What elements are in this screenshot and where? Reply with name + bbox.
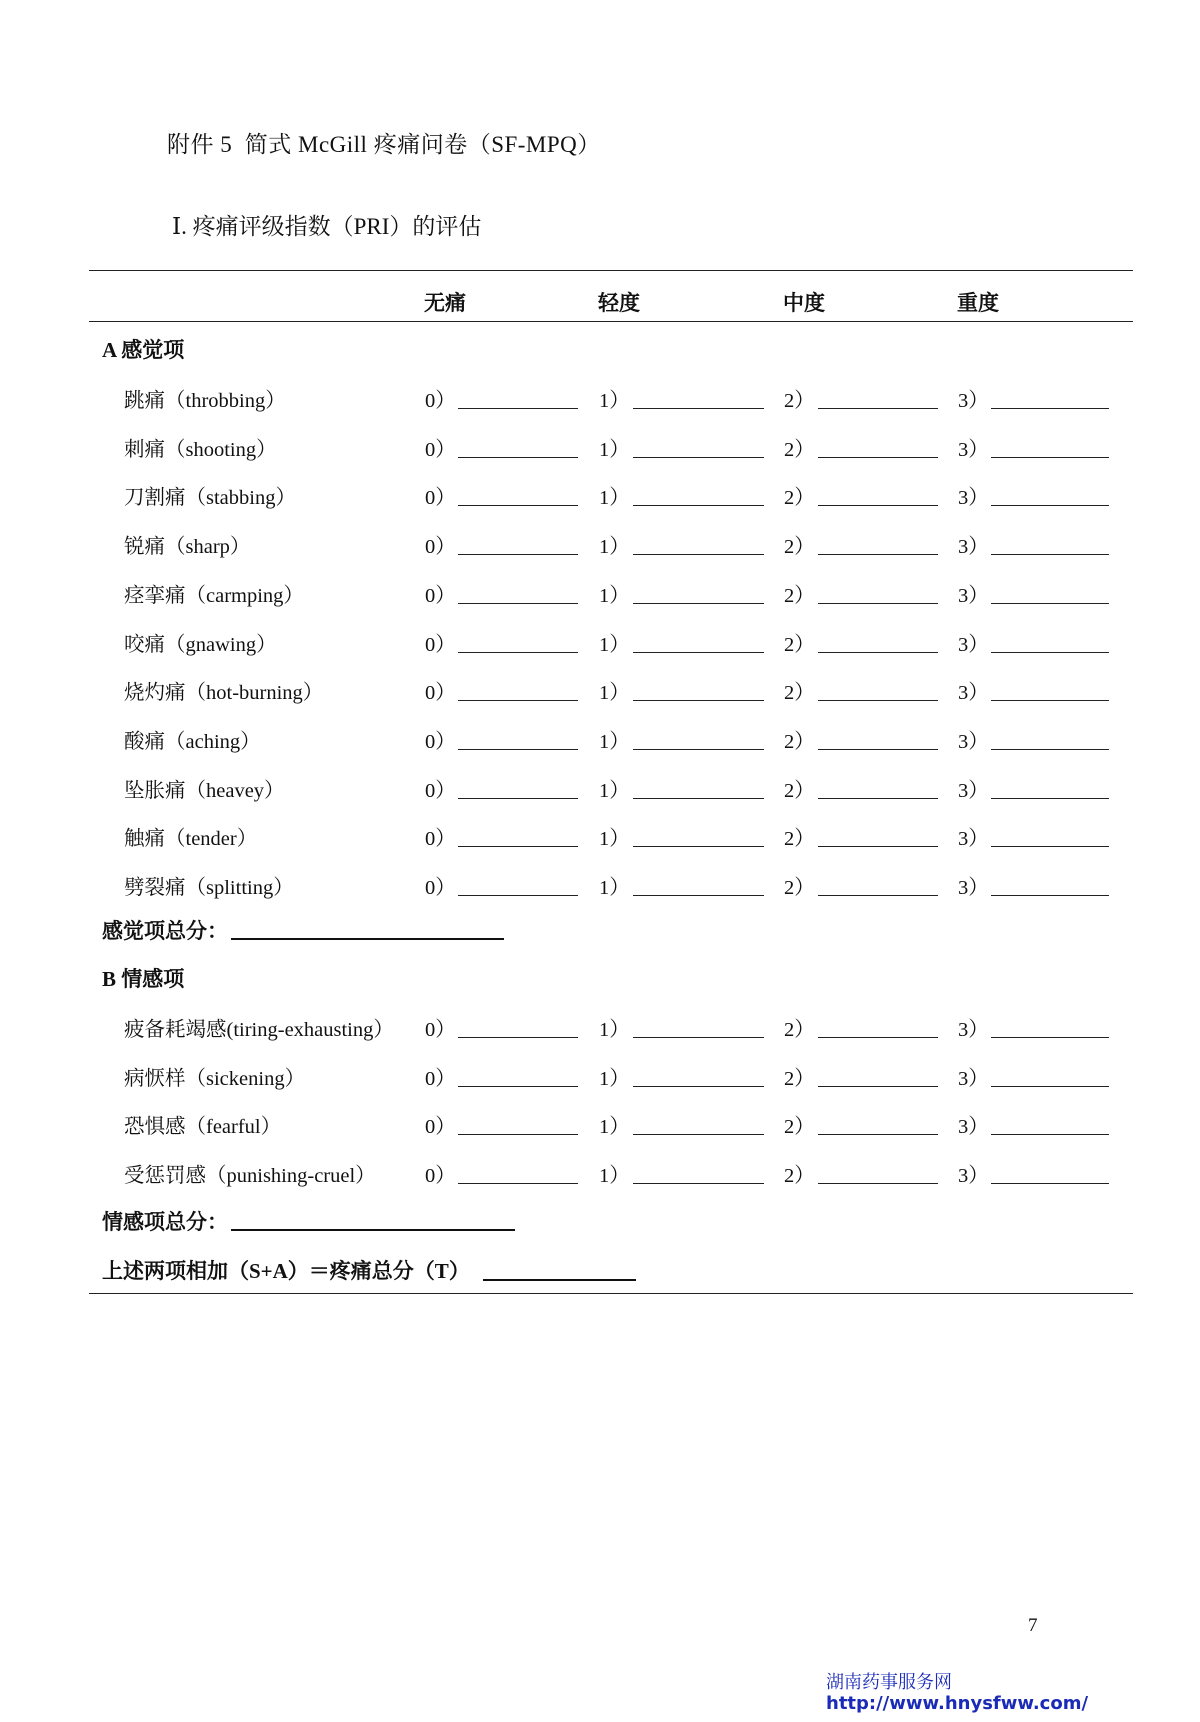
score-option-label: 0） [425,438,456,461]
score-option-label: 2） [784,487,815,510]
score-blank-field[interactable] [991,457,1109,458]
table-row [0,724,1200,754]
score-option-label: 2） [784,536,815,559]
score-option-label: 3） [958,487,989,510]
score-blank-field[interactable] [458,895,578,896]
score-option-label: 2） [784,828,815,851]
score-option-label: 0） [425,390,456,412]
score-option-label: 2） [784,633,815,656]
affective-total-field[interactable] [231,1229,515,1231]
pain-descriptor-label: 刀割痛（stabbing） [124,487,296,510]
score-option-label: 3） [958,828,989,851]
score-blank-field[interactable] [818,505,938,506]
pain-descriptor-label: 烧灼痛（hot-burning） [124,682,324,705]
score-option-label: 1） [599,584,630,607]
score-blank-field[interactable] [991,1037,1109,1038]
score-option-label: 1） [599,536,630,559]
section-b-title: B 情感项 [102,967,185,991]
score-blank-field[interactable] [991,1183,1109,1184]
score-option-label: 2） [784,584,815,607]
score-blank-field[interactable] [458,1183,578,1184]
pain-descriptor-label: 触痛（tender） [124,828,258,851]
score-blank-field[interactable] [633,652,764,653]
score-blank-field[interactable] [458,603,578,604]
section-subtitle: Ⅰ. 疼痛评级指数（PRI）的评估 [172,214,482,239]
score-option-label: 0） [425,682,456,705]
table-row [0,383,1200,413]
score-option-label: 1） [599,828,630,851]
score-blank-field[interactable] [458,457,578,458]
score-blank-field[interactable] [633,846,764,847]
table-row [0,627,1200,657]
score-option-label: 2） [784,438,815,461]
score-option-label: 0） [425,584,456,607]
score-blank-field[interactable] [458,846,578,847]
score-blank-field[interactable] [818,457,938,458]
score-option-label: 3） [958,390,989,412]
score-option-label: 2） [784,877,815,899]
column-header-severe: 重度 [957,291,999,315]
table-row [0,870,1200,900]
score-blank-field[interactable] [458,408,578,409]
score-blank-field[interactable] [633,700,764,701]
column-header-mild: 轻度 [598,291,640,315]
score-option-label: 3） [958,682,989,705]
score-option-label: 1） [599,1165,630,1188]
table-bottom-rule [89,1293,1133,1294]
score-blank-field[interactable] [633,749,764,750]
score-option-label: 3） [958,1116,989,1139]
table-row [0,675,1200,705]
score-blank-field[interactable] [818,846,938,847]
score-option-label: 0） [425,877,456,899]
score-blank-field[interactable] [633,1134,764,1135]
score-blank-field[interactable] [818,700,938,701]
score-option-label: 1） [599,438,630,461]
column-header-moderate: 中度 [783,291,825,315]
score-blank-field[interactable] [633,457,764,458]
score-option-label: 1） [599,390,630,412]
table-row [0,529,1200,559]
score-option-label: 3） [958,877,989,899]
score-option-label: 3） [958,438,989,461]
sensory-total-field[interactable] [231,938,504,940]
score-blank-field[interactable] [818,1037,938,1038]
table-row [0,1061,1200,1091]
score-option-label: 1） [599,633,630,656]
score-option-label: 1） [599,1116,630,1139]
score-blank-field[interactable] [633,408,764,409]
pain-descriptor-label: 刺痛（shooting） [124,438,277,461]
score-option-label: 0） [425,487,456,510]
affective-total-label: 情感项总分： [102,1210,228,1234]
score-blank-field[interactable] [991,1086,1109,1087]
score-option-label: 1） [599,1067,630,1090]
sensory-total-label: 感觉项总分： [102,919,228,943]
score-option-label: 0） [425,1165,456,1188]
score-option-label: 2） [784,779,815,802]
table-row [0,1158,1200,1188]
score-blank-field[interactable] [458,1134,578,1135]
score-option-label: 0） [425,828,456,851]
score-blank-field[interactable] [458,1086,578,1087]
score-option-label: 2） [784,1116,815,1139]
score-option-label: 1） [599,779,630,802]
score-option-label: 3） [958,730,989,753]
score-option-label: 0） [425,1019,456,1041]
score-blank-field[interactable] [991,846,1109,847]
score-option-label: 2） [784,390,815,412]
score-blank-field[interactable] [633,505,764,506]
score-blank-field[interactable] [458,749,578,750]
column-header-none: 无痛 [424,291,466,315]
grand-total-label: 上述两项相加（S+A）＝疼痛总分（T） [102,1259,470,1283]
table-top-rule [89,270,1133,271]
score-blank-field[interactable] [818,408,938,409]
score-blank-field[interactable] [633,798,764,799]
score-option-label: 3） [958,1165,989,1188]
score-option-label: 2） [784,730,815,753]
score-option-label: 2） [784,682,815,705]
score-option-label: 2） [784,1067,815,1090]
table-row [0,773,1200,803]
score-option-label: 3） [958,633,989,656]
score-blank-field[interactable] [991,798,1109,799]
score-option-label: 3） [958,1019,989,1041]
score-option-label: 3） [958,536,989,559]
score-blank-field[interactable] [991,554,1109,555]
score-option-label: 0） [425,536,456,559]
score-blank-field[interactable] [633,1086,764,1087]
score-blank-field[interactable] [991,408,1109,409]
score-blank-field[interactable] [818,749,938,750]
score-blank-field[interactable] [991,1134,1109,1135]
score-blank-field[interactable] [991,895,1109,896]
score-blank-field[interactable] [818,652,938,653]
score-blank-field[interactable] [818,1134,938,1135]
pain-descriptor-label: 锐痛（sharp） [124,536,251,559]
table-row [0,432,1200,462]
pain-descriptor-label: 劈裂痛（splitting） [124,877,294,899]
score-option-label: 0） [425,1067,456,1090]
pain-descriptor-label: 坠胀痛（heavey） [124,779,285,802]
document-title: 附件 5 简式 McGill 疼痛问卷（SF-MPQ） [167,132,601,157]
header-bottom-rule [89,321,1133,322]
table-row [0,578,1200,608]
score-blank-field[interactable] [633,1183,764,1184]
score-option-label: 3） [958,1067,989,1090]
score-blank-field[interactable] [818,1086,938,1087]
score-blank-field[interactable] [991,603,1109,604]
pain-descriptor-label: 恐惧感（fearful） [124,1116,282,1139]
score-option-label: 0） [425,633,456,656]
score-blank-field[interactable] [818,798,938,799]
score-blank-field[interactable] [458,700,578,701]
grand-total-field[interactable] [483,1279,636,1281]
score-option-label: 0） [425,730,456,753]
score-blank-field[interactable] [818,603,938,604]
score-option-label: 2） [784,1165,815,1188]
score-option-label: 3） [958,779,989,802]
footer-site-name[interactable]: 湖南药事服务网 [826,1672,952,1693]
table-row [0,480,1200,510]
section-a-title: A 感觉项 [102,338,185,362]
score-blank-field[interactable] [991,700,1109,701]
pain-descriptor-label: 痉挛痛（carmping） [124,584,304,607]
page-number: 7 [1028,1615,1038,1636]
footer-url-link[interactable]: http://www.hnysfww.com/ [826,1693,1089,1714]
score-blank-field[interactable] [633,603,764,604]
score-option-label: 1） [599,730,630,753]
score-blank-field[interactable] [633,554,764,555]
score-option-label: 2） [784,1019,815,1041]
score-blank-field[interactable] [458,505,578,506]
table-row [0,1109,1200,1139]
score-blank-field[interactable] [991,749,1109,750]
score-blank-field[interactable] [991,505,1109,506]
score-blank-field[interactable] [458,1037,578,1038]
score-option-label: 1） [599,682,630,705]
score-blank-field[interactable] [818,895,938,896]
score-blank-field[interactable] [818,554,938,555]
score-option-label: 3） [958,584,989,607]
score-blank-field[interactable] [458,554,578,555]
pain-descriptor-label: 受惩罚感（punishing-cruel） [124,1165,376,1188]
pain-descriptor-label: 酸痛（aching） [124,730,261,753]
table-row [0,1012,1200,1042]
score-blank-field[interactable] [458,652,578,653]
score-option-label: 0） [425,1116,456,1139]
score-option-label: 1） [599,1019,630,1041]
table-row [0,821,1200,851]
score-blank-field[interactable] [458,798,578,799]
pain-descriptor-label: 跳痛（throbbing） [124,390,286,412]
score-blank-field[interactable] [991,652,1109,653]
score-blank-field[interactable] [818,1183,938,1184]
pain-descriptor-label: 疲备耗竭感(tiring-exhausting） [124,1019,394,1041]
score-blank-field[interactable] [633,1037,764,1038]
score-option-label: 1） [599,487,630,510]
pain-descriptor-label: 咬痛（gnawing） [124,633,277,656]
score-option-label: 1） [599,877,630,899]
pain-descriptor-label: 病恹样（sickening） [124,1067,306,1090]
score-option-label: 0） [425,779,456,802]
score-blank-field[interactable] [633,895,764,896]
